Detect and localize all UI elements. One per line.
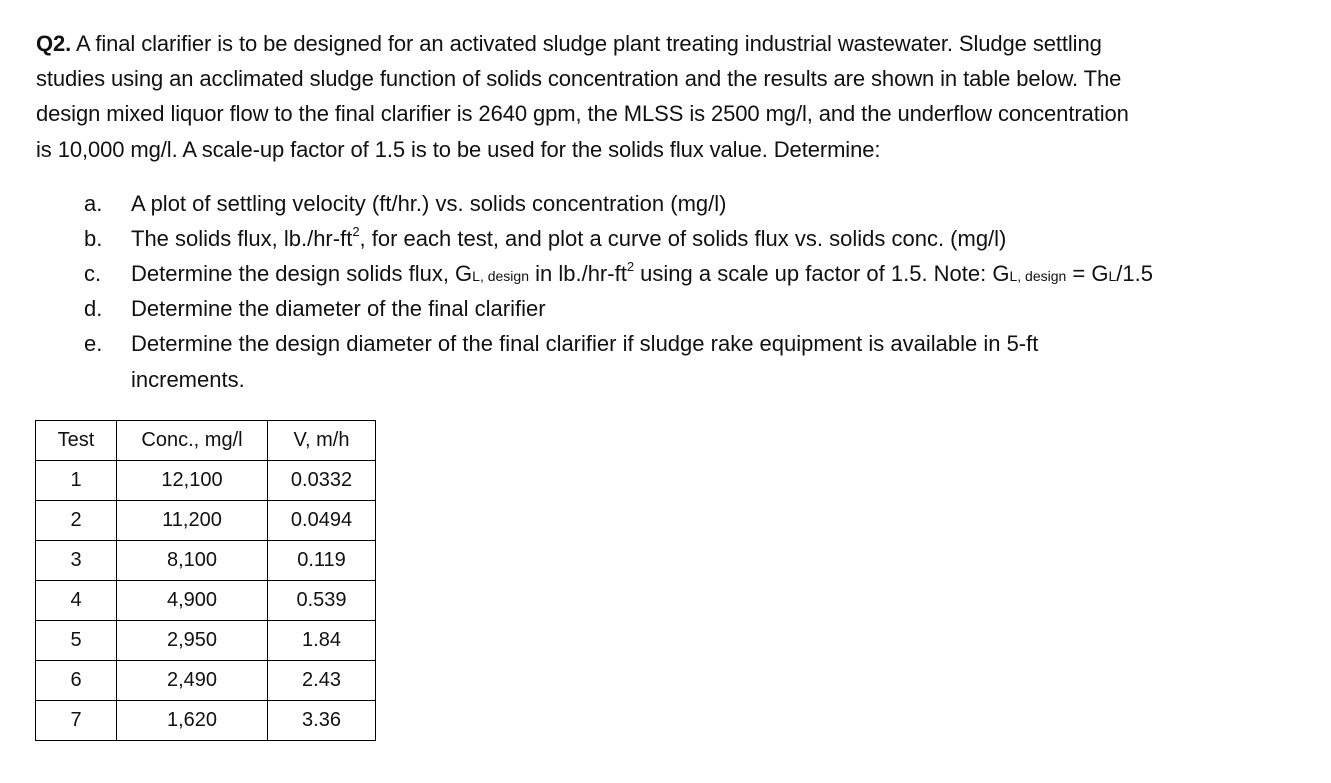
subscript: L, design — [1009, 268, 1067, 284]
cell-test: 7 — [36, 701, 117, 741]
question-label: Q2. — [36, 31, 72, 56]
item-letter: a. — [84, 191, 103, 216]
item-letter: b. — [84, 226, 103, 251]
table-row — [36, 501, 376, 541]
item-text: Determine the diameter of the final clarifier — [131, 296, 546, 321]
cell-conc: 4,900 — [117, 581, 268, 621]
cell-velocity: 0.539 — [268, 581, 376, 621]
question-line-2: studies using an acclimated sludge function of solids concentration and the results are shown in table below. The — [36, 66, 1122, 92]
item-text-part: = G — [1066, 261, 1109, 286]
item-text-part: The solids flux, lb./hr-ft — [131, 226, 353, 251]
column-header-velocity: V, m/h — [268, 421, 376, 461]
item-text-part: /1.5 — [1116, 261, 1153, 286]
column-header-conc: Conc., mg/l — [117, 421, 268, 461]
cell-velocity: 1.84 — [268, 621, 376, 661]
item-text — [131, 223, 1007, 252]
cell-velocity: 0.119 — [268, 541, 376, 581]
cell-conc: 8,100 — [117, 541, 268, 581]
cell-conc: 1,620 — [117, 701, 268, 741]
table-row — [36, 701, 376, 741]
item-text — [131, 258, 1153, 287]
item-letter: e. — [84, 331, 103, 356]
item-text-part: , for each test, and plot a curve of solids flux vs. solids conc. (mg/l) — [359, 226, 1007, 251]
cell-conc: 2,950 — [117, 621, 268, 661]
subscript: L — [1108, 268, 1117, 284]
cell-test: 3 — [36, 541, 117, 581]
cell-conc: 11,200 — [117, 501, 268, 541]
table-row — [36, 661, 376, 701]
cell-velocity: 0.0494 — [268, 501, 376, 541]
cell-test: 2 — [36, 501, 117, 541]
question-line-3: design mixed liquor flow to the final clarifier is 2640 gpm, the MLSS is 2500 mg/l, and the underflow concentration — [36, 101, 1129, 127]
settling-data-table — [35, 420, 376, 741]
superscript: 2 — [352, 223, 360, 239]
question-paragraph — [36, 26, 1296, 167]
cell-velocity: 3.36 — [268, 701, 376, 741]
cell-velocity: 0.0332 — [268, 461, 376, 501]
cell-velocity: 2.43 — [268, 661, 376, 701]
question-line-4: is 10,000 mg/l. A scale-up factor of 1.5 is to be used for the solids flux value. Determine: — [36, 136, 881, 162]
item-letter: c. — [84, 261, 102, 286]
cell-test: 4 — [36, 581, 117, 621]
item-letter: d. — [84, 296, 103, 321]
item-text: A plot of settling velocity (ft/hr.) vs. solids concentration (mg/l) — [131, 191, 727, 216]
table-row — [36, 621, 376, 661]
question-line-1 — [36, 26, 1296, 61]
item-text: increments. — [131, 367, 245, 392]
cell-test: 6 — [36, 661, 117, 701]
question-text-1: A final clarifier is to be designed for an activated sludge plant treating industrial wastewater. Sludge settling — [75, 31, 1102, 56]
table-row — [36, 581, 376, 621]
cell-test: 1 — [36, 461, 117, 501]
superscript: 2 — [626, 258, 635, 274]
table-header-row — [36, 421, 376, 461]
item-text-part: Determine the design solids flux, G — [131, 261, 473, 286]
item-text-part: in lb./hr-ft — [529, 261, 627, 286]
cell-conc: 2,490 — [117, 661, 268, 701]
table-row — [36, 541, 376, 581]
column-header-test: Test — [36, 421, 117, 461]
subscript: L, design — [472, 268, 529, 284]
cell-test: 5 — [36, 621, 117, 661]
table-row — [36, 461, 376, 501]
item-text: Determine the design diameter of the final clarifier if sludge rake equipment is available in 5-ft — [131, 331, 1039, 356]
item-text-part: using a scale up factor of 1.5. Note: G — [634, 261, 1010, 286]
cell-conc: 12,100 — [117, 461, 268, 501]
